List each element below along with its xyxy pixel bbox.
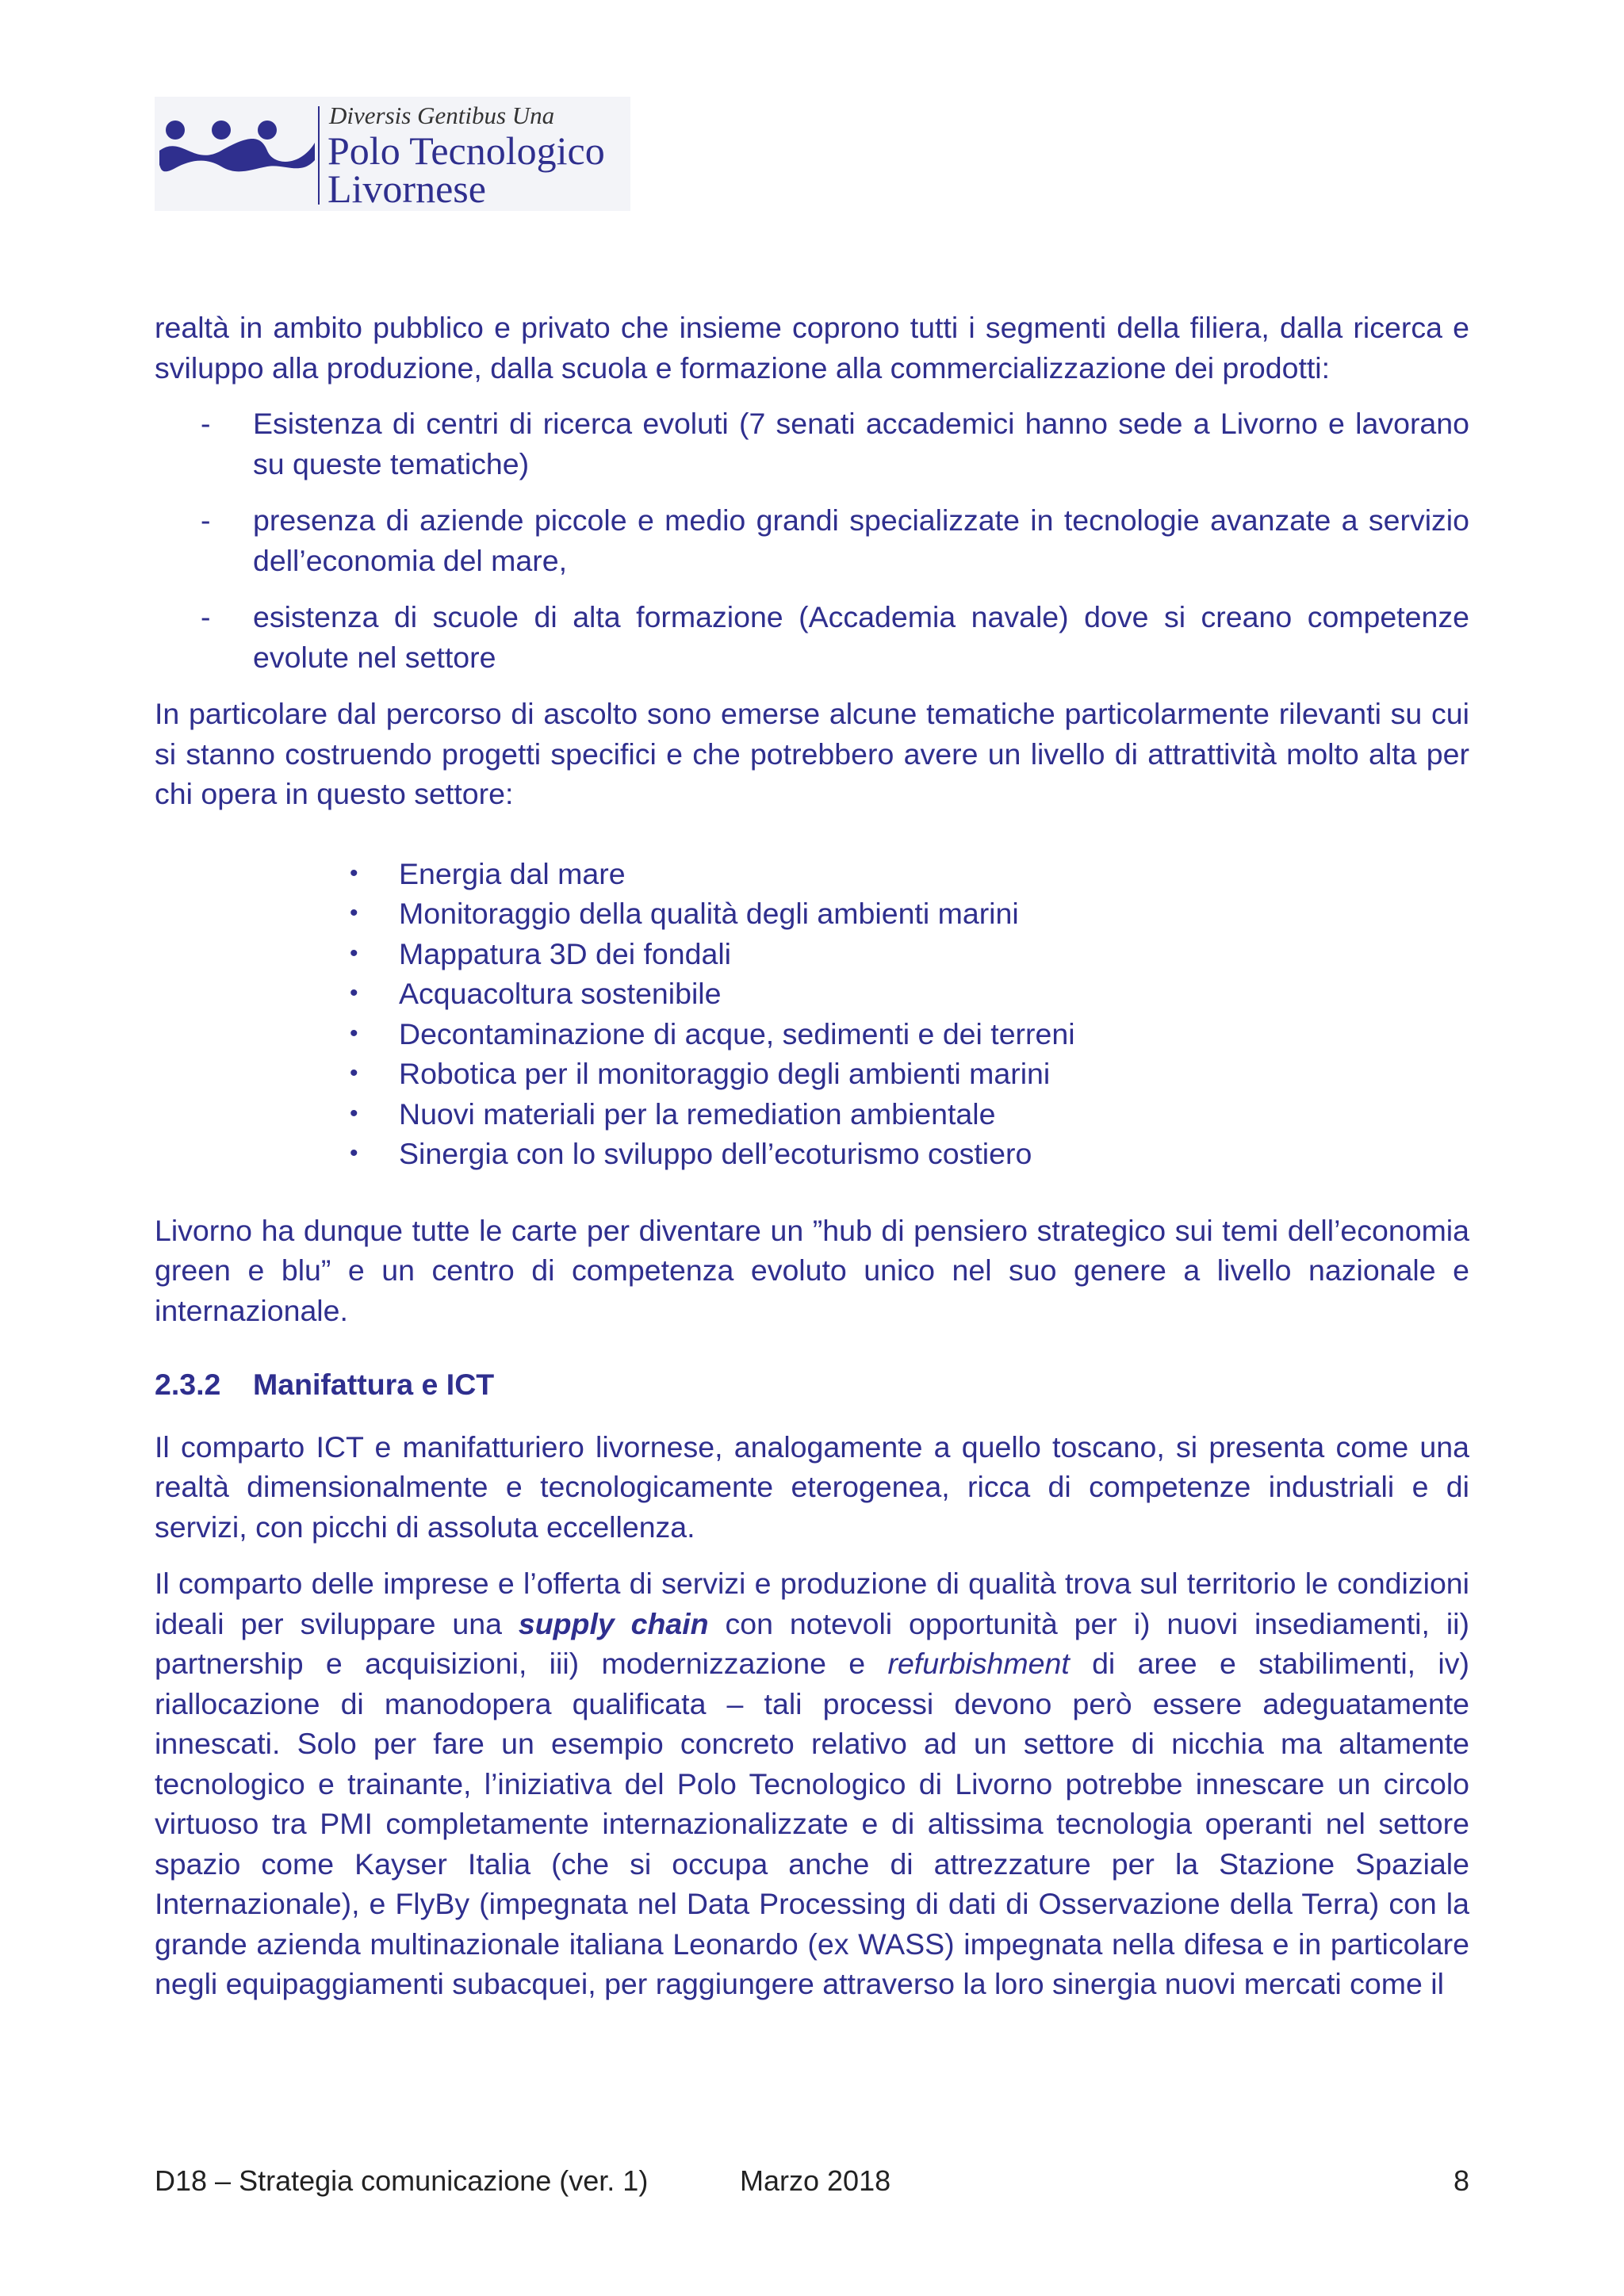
- bullet-icon: •: [350, 1020, 358, 1047]
- polo-tecnologico-logo: [155, 97, 630, 211]
- list-item: • Sinergia con lo sviluppo dell’ecoturismo costiero: [155, 1134, 1469, 1174]
- footer-date: Marzo 2018: [740, 2164, 891, 2197]
- list-item: • Monitoraggio della qualità degli ambienti marini: [155, 894, 1469, 934]
- dash-list: [155, 404, 1469, 677]
- logo-motto: Diversis Gentibus Una: [329, 101, 555, 129]
- emphasis-refurbishment: refurbishment: [887, 1647, 1070, 1680]
- section-paragraph-2: Il comparto delle imprese e l’offerta di servizi e produzione di qualità trova sul territorio le condizioni ideali per sviluppare una supply chain con notevoli opportunità per i) nuovi insediamenti, ii) partnership e acquisizioni, iii) modernizzazione e refurbishment di aree e stabilimenti, iv) riallocazione di manodopera qualificata – tali processi devono però essere adeguatamente innescati. Solo per fare un esempio concreto relativo ad un settore di nicchia ma altamente tecnologico e trainante, l’iniziativa del Polo Tecnologico di Livorno potrebbe innescare un circolo virtuoso tra PMI completamente internazionalizzate e di altissima tecnologia operanti nel settore spazio come Kayser Italia (che si occupa anche di attrezzature per la Stazione Spaziale Internazionale), e FlyBy (impegnata nel Data Processing di dati di Osservazione della Terra) con la grande azienda multinazionale italiana Leonardo (ex WASS) impegnata nella difesa e in particolare negli equipaggiamenti subacquei, per raggiungere attraverso la loro sinergia nuovi mercati come il: [155, 1567, 1469, 2000]
- list-item: • Robotica per il monitoraggio degli ambienti marini: [155, 1054, 1469, 1094]
- list-item: - esistenza di scuole di alta formazione (Accademia navale) dove si creano competenze evolute nel settore: [155, 597, 1469, 677]
- section-paragraph-1: Il comparto ICT e manifatturiero livornese, analogamente a quello toscano, si presenta come una realtà dimensionalmente e tecnologicamente eterogenea, ricca di competenze industriali e di servizi, con picchi di assoluta eccellenza.: [155, 1429, 1469, 1544]
- dash-marker: -: [201, 600, 211, 633]
- themes-bullet-list: [155, 854, 1469, 1174]
- bullet-icon: •: [350, 859, 358, 886]
- list-item: • Decontaminazione di acque, sedimenti e dei terreni: [155, 1014, 1469, 1054]
- list-item: • Energia dal mare: [155, 854, 1469, 894]
- themes-paragraph: In particolare dal percorso di ascolto sono emerse alcune tematiche particolarmente rilevanti su cui si stanno costruendo progetti specifici e che potrebbero avere un livello di attrattività molto alta per chi opera in questo settore:: [155, 697, 1469, 810]
- list-item: • Mappatura 3D dei fondali: [155, 934, 1469, 974]
- document-body: [155, 308, 1469, 2004]
- bullet-icon: •: [350, 1140, 358, 1166]
- logo-name-line1: Polo Tecnologico: [327, 128, 605, 173]
- themes-conclusion: Livorno ha dunque tutte le carte per diventare un ”hub di pensiero strategico sui temi dell’economia green e blu” e un centro di competenza evoluto unico nel suo genere a livello nazionale e internazionale.: [155, 1213, 1469, 1327]
- page-number: 8: [1453, 2164, 1469, 2197]
- emphasis-supply-chain: supply chain: [518, 1606, 709, 1640]
- page-footer: [155, 2164, 1469, 2204]
- list-item: • Acquacoltura sostenibile: [155, 974, 1469, 1014]
- logo-name-line2: Livornese: [327, 166, 486, 211]
- bullet-icon: •: [350, 900, 358, 926]
- dash-marker: -: [201, 407, 211, 440]
- dash-marker: -: [201, 503, 211, 537]
- section-title: Manifattura e ICT: [253, 1368, 495, 1401]
- bullet-icon: •: [350, 1060, 358, 1086]
- bullet-icon: •: [350, 939, 358, 966]
- section-number: 2.3.2: [155, 1368, 221, 1401]
- list-item: - presenza di aziende piccole e medio grandi specializzate in tecnologie avanzate a servizio dell’economia del mare,: [155, 500, 1469, 580]
- intro-paragraph: realtà in ambito pubblico e privato che insieme coprono tutti i segmenti della filiera, dalla ricerca e sviluppo alla produzione, dalla scuola e formazione alla commercializzazione dei prodotti:: [155, 311, 1469, 385]
- section-heading: [155, 1364, 1469, 1405]
- logo-waves-icon: [158, 119, 316, 176]
- logo-divider: [318, 106, 320, 205]
- bullet-icon: •: [350, 1100, 358, 1127]
- logo-name: [327, 128, 637, 211]
- list-item: • Nuovi materiali per la remediation ambientale: [155, 1094, 1469, 1135]
- bullet-icon: •: [350, 980, 358, 1006]
- footer-document-title: D18 – Strategia comunicazione (ver. 1): [155, 2164, 649, 2197]
- list-item: - Esistenza di centri di ricerca evoluti (7 senati accademici hanno sede a Livorno e lavorano su queste tematiche): [155, 404, 1469, 484]
